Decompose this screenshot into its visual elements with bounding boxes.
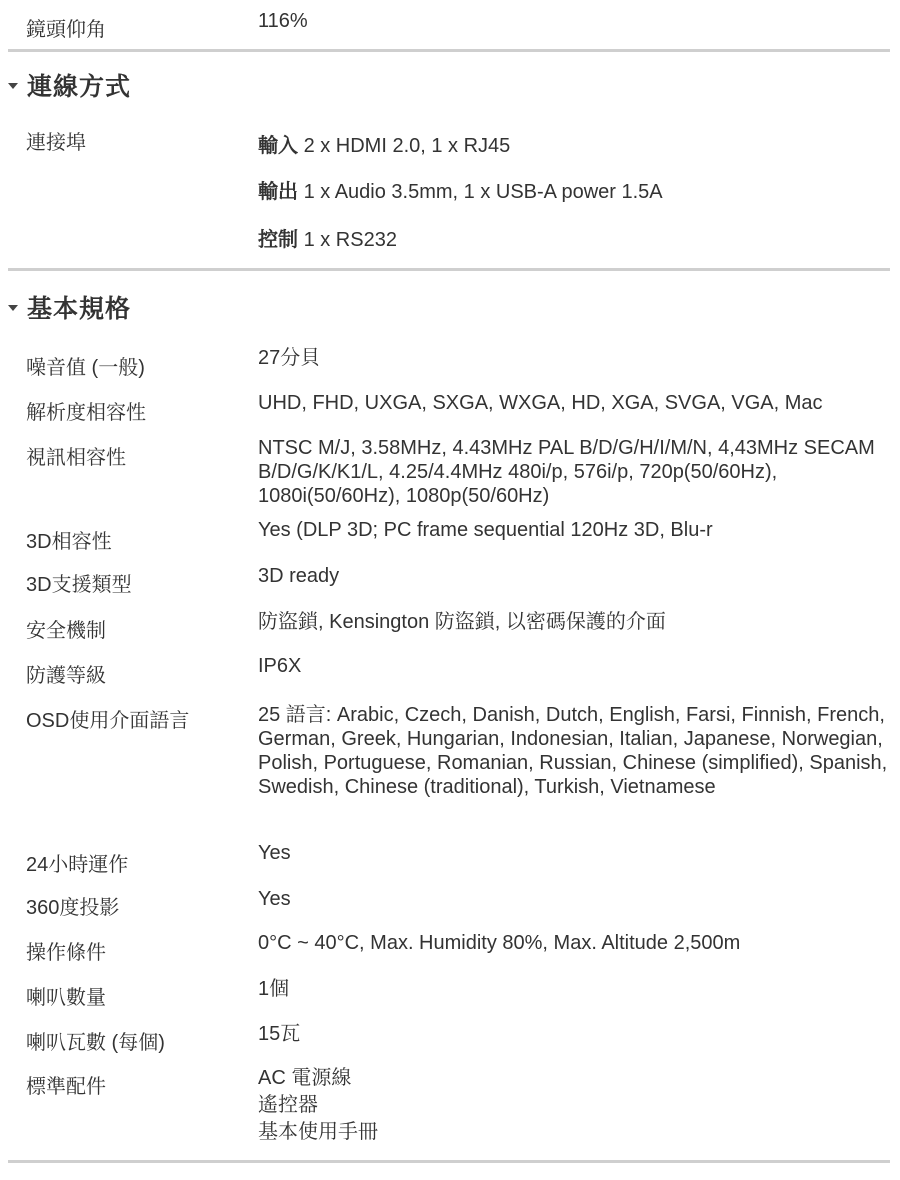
spec-label-3d: 3D相容性	[26, 531, 112, 553]
spec-value-security: 防盜鎖, Kensington 防盜鎖, 以密碼保護的介面	[258, 611, 666, 633]
port-key-output: 輸出	[258, 181, 298, 203]
section-header-connectivity[interactable]	[8, 68, 131, 102]
spec-label-3d-type: 3D支援類型	[26, 574, 132, 596]
spec-value-osd-language: 25 語言: Arabic, Czech, Danish, Dutch, English, Farsi, Finnish, French, German, Greek, Hungarian, Indonesian, Italian, Japanese, Norwegian, Polish, Portuguese, Romanian, Russian, Chinese (simplified), Spanish, Swedish, Chinese (traditional), Turkish, Vietnamese	[258, 704, 888, 798]
spec-value-3d-type: 3D ready	[258, 565, 340, 587]
spec-label-speaker-watts: 喇叭瓦數 (每個)	[26, 1032, 165, 1054]
section-title: 基本規格	[27, 295, 132, 323]
spec-value-lens-tilt: 116%	[258, 10, 308, 32]
spec-label-security: 安全機制	[26, 620, 106, 642]
port-key-input: 輸入	[258, 135, 298, 157]
section-header-basic[interactable]	[8, 290, 131, 324]
spec-value-24h: Yes	[258, 842, 291, 864]
accessory-item: 遙控器	[258, 1094, 318, 1116]
spec-label-accessories: 標準配件	[26, 1076, 106, 1098]
spec-value-speakers: 1個	[258, 978, 290, 1000]
spec-label-conditions: 操作條件	[26, 942, 106, 964]
spec-label-protection: 防護等級	[26, 665, 106, 687]
accessory-item: 基本使用手冊	[258, 1121, 378, 1143]
spec-label-resolution: 解析度相容性	[26, 402, 146, 424]
spec-value-conditions: 0°C ~ 40°C, Max. Humidity 80%, Max. Altitude 2,500m	[258, 932, 741, 954]
spec-value-resolution: UHD, FHD, UXGA, SXGA, WXGA, HD, XGA, SVGA, VGA, Mac	[258, 392, 823, 414]
section-divider	[8, 1160, 890, 1163]
section-divider	[8, 49, 890, 52]
spec-value-input	[258, 134, 510, 158]
port-value-control: 1 x RS232	[303, 229, 397, 251]
spec-label-360: 360度投影	[26, 897, 120, 919]
port-value-input: 2 x HDMI 2.0, 1 x RJ45	[303, 135, 511, 157]
spec-value-360: Yes	[258, 888, 291, 910]
port-value-output: 1 x Audio 3.5mm, 1 x USB-A power 1.5A	[303, 181, 663, 203]
spec-value-3d: Yes (DLP 3D; PC frame sequential 120Hz 3D, Blu-r	[258, 519, 713, 541]
spec-value-noise: 27分貝	[258, 347, 321, 369]
spec-value-video: NTSC M/J, 3.58MHz, 4.43MHz PAL B/D/G/H/I/M/N, 4,43MHz SECAM B/D/G/K/K1/L, 4.25/4.4MHz 480i/p, 576i/p, 720p(50/60Hz), 1080i(50/60Hz), 1080p(50/60Hz)	[258, 437, 875, 507]
section-title: 連線方式	[27, 73, 132, 101]
spec-value-output	[258, 180, 663, 204]
spec-value-speaker-watts: 15瓦	[258, 1023, 301, 1045]
section-divider	[8, 268, 890, 271]
spec-label-lens-tilt: 鏡頭仰角	[26, 19, 106, 41]
spec-value-accessories	[258, 1065, 378, 1146]
port-key-control: 控制	[258, 229, 298, 251]
spec-label-osd-language: OSD使用介面語言	[26, 710, 190, 732]
spec-label-24h: 24小時運作	[26, 854, 129, 876]
spec-label-noise: 噪音值 (一般)	[26, 357, 145, 379]
caret-down-icon	[8, 305, 18, 311]
accessory-item: AC 電源線	[258, 1067, 352, 1089]
spec-label-video: 視訊相容性	[26, 447, 126, 469]
spec-value-protection: IP6X	[258, 655, 302, 677]
spec-label-speakers: 喇叭數量	[26, 987, 106, 1009]
spec-value-control	[258, 228, 397, 252]
spec-label-ports: 連接埠	[26, 132, 86, 154]
caret-down-icon	[8, 83, 18, 89]
